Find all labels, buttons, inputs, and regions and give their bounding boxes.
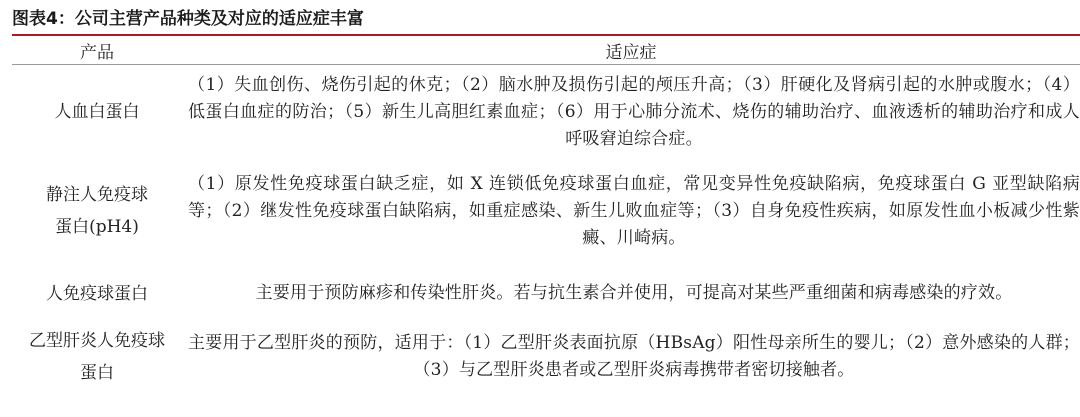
table-row (12, 263, 1080, 325)
table-header-row (12, 36, 1080, 65)
header-indication: 适应症 (182, 36, 1080, 65)
product-cell (12, 65, 182, 160)
indication-cell (182, 160, 1080, 263)
indication-cell (182, 325, 1080, 389)
indication-cell (182, 263, 1080, 325)
product-name: 乙型肝炎人免疫球蛋白 (29, 330, 165, 383)
indication-text: （1）失血创伤、烧伤引起的休克；（2）脑水肿及损伤引起的颅压升高；（3）肝硬化及肾病引起的水肿或腹水；（4）低蛋白血症的防治；（5）新生儿高胆红素血症；（6）用于心肺分流术、烧伤的辅助治疗、血液透析的辅助治疗和成人呼吸窘迫综合症。 (188, 74, 1080, 149)
product-name: 静注人免疫球蛋白(pH4) (46, 185, 148, 237)
header-product: 产品 (12, 36, 182, 65)
table-row (12, 160, 1080, 263)
indication-text: （1）原发性免疫球蛋白缺乏症，如 X 连锁低免疫球蛋白血症，常见变异性免疫缺陷病，免疫球蛋白 G 亚型缺陷病等；（2）继发性免疫球蛋白缺陷病，如重症感染、新生儿败血症等；（3）自身免疫性疾病，如原发性血小板减少性紫癜、川崎病。 (188, 173, 1080, 248)
product-cell (12, 325, 182, 389)
indication-table (12, 36, 1080, 389)
indication-text: 主要用于乙型肝炎的预防，适用于：（1）乙型肝炎表面抗原（HBsAg）阳性母亲所生的婴儿；（2）意外感染的人群；（3）与乙型肝炎患者或乙型肝炎病毒携带者密切接触者。 (188, 332, 1080, 380)
table-row (12, 325, 1080, 389)
indication-text: 主要用于预防麻疹和传染性肝炎。若与抗生素合并使用，可提高对某些严重细菌和病毒感染的疗效。 (255, 283, 1013, 303)
product-cell (12, 263, 182, 325)
product-name: 人免疫球蛋白 (46, 283, 148, 304)
figure-title: 图表4：公司主营产品种类及对应的适应症丰富 (12, 9, 364, 29)
product-cell (12, 160, 182, 263)
figure-title-bar (12, 0, 1080, 36)
table-row (12, 65, 1080, 160)
indication-cell (182, 65, 1080, 160)
product-name: 人血白蛋白 (54, 102, 140, 123)
